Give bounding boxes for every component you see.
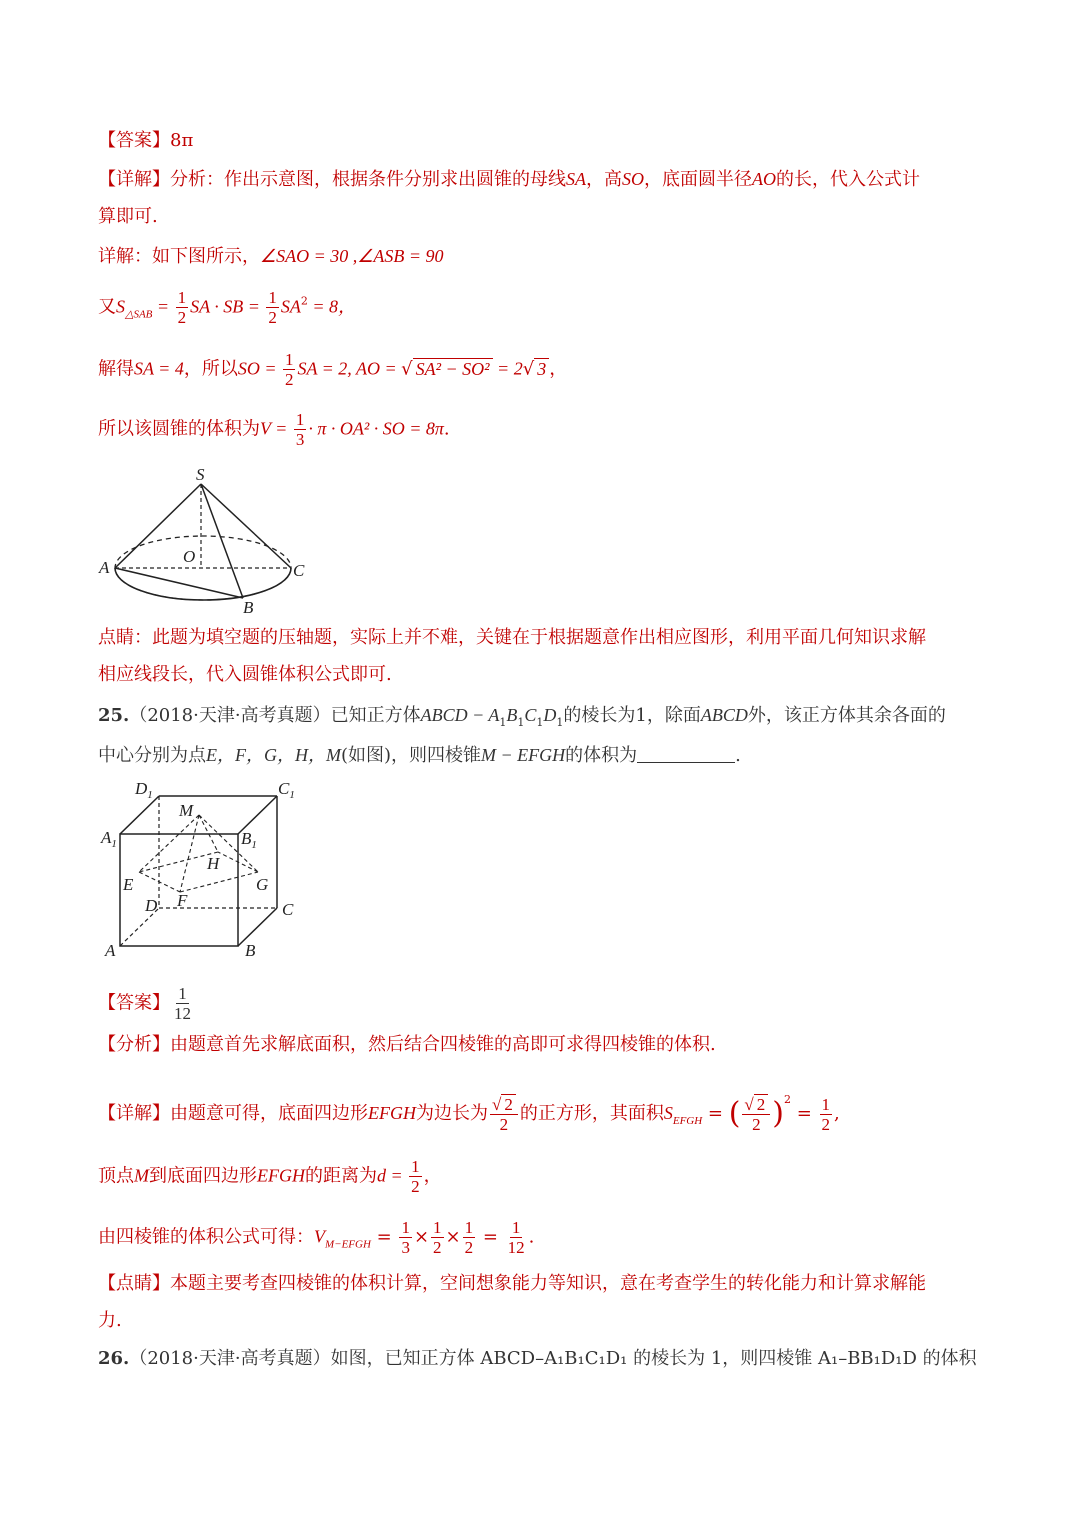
- answer-value: 8π: [170, 130, 194, 151]
- volume-prefix: 所以该圆锥的体积为: [98, 418, 260, 440]
- math-eq: =: [152, 296, 174, 317]
- edge-sb: [201, 484, 243, 598]
- math-solve-mid: SA = 2, AO =: [297, 358, 402, 379]
- detail-text: 详解：如下图所示，: [98, 246, 260, 267]
- math-efgh: EFGH: [257, 1165, 305, 1186]
- math-sub: △SAB: [125, 308, 153, 321]
- detail-text: 由四棱锥的体积公式可得：: [98, 1226, 314, 1248]
- math-sup: 2: [783, 1093, 791, 1106]
- math-m: M: [134, 1165, 149, 1186]
- math-efgh: EFGH: [368, 1103, 416, 1123]
- fraction-half: [431, 1218, 444, 1257]
- math-mid: SA · SB =: [190, 296, 265, 317]
- frac-den: 2: [821, 1114, 831, 1134]
- label-a1: $A_1$: [101, 828, 117, 850]
- fraction-half: [463, 1218, 476, 1257]
- frac-den: 2: [284, 370, 294, 389]
- fraction-sqrt2-over-2: [490, 1095, 518, 1134]
- detail-text: 顶点: [98, 1165, 134, 1187]
- math-eq: =: [370, 1226, 398, 1248]
- frac-den: 2: [177, 308, 187, 327]
- analysis-line-2: 算即可.: [98, 206, 158, 227]
- sub-1: 1: [556, 716, 564, 729]
- period: .: [528, 1226, 535, 1248]
- remark-line-2: 相应线段长，代入圆锥体积公式即可.: [98, 664, 392, 685]
- sqrt-radicand: 2: [501, 1094, 516, 1114]
- frac-den: 2: [499, 1114, 509, 1134]
- detail-label: 【详解】: [98, 169, 170, 190]
- detail-analysis-line: [98, 168, 920, 191]
- detail-line-1: [98, 245, 444, 268]
- frac-num: 1: [284, 350, 294, 369]
- frac-num: 1: [268, 288, 277, 307]
- analysis-text: 的长，代入公式计: [776, 169, 920, 190]
- edge-sc: [201, 484, 291, 568]
- solve-line: [98, 350, 567, 389]
- stem-text: 已知正方体: [330, 705, 421, 726]
- q25-answer-line: [98, 984, 195, 1023]
- remark-line: 点睛：此题为填空题的压轴题，实际上并不难，关键在于根据题意作出相应图形，利用平面几何知识求解: [98, 627, 926, 648]
- stem-text: 的体积为: [565, 745, 638, 766]
- math-d: d =: [377, 1165, 408, 1186]
- frac-num: 1: [411, 1157, 420, 1176]
- times: ×: [413, 1226, 430, 1248]
- label-h: H: [207, 854, 220, 873]
- frac-den: 2: [411, 1177, 420, 1196]
- frac-den: 3: [295, 430, 305, 449]
- math-solve-sa: SA = 4: [134, 358, 184, 379]
- pyramid-edges: [139, 815, 258, 892]
- analysis-text: 分析：作出示意图，根据条件分别求出圆锥的母线: [170, 169, 566, 190]
- math-so: SO: [622, 169, 644, 189]
- frac-den: 2: [752, 1114, 761, 1134]
- math-sub: M−EFGH: [325, 1238, 371, 1251]
- label-f: F: [177, 891, 188, 910]
- math-b: B: [506, 705, 518, 725]
- math-sa: SA: [566, 169, 586, 189]
- answer-label: 【答案】: [98, 992, 170, 1014]
- sqrt-symbol: √: [401, 358, 413, 380]
- edge-a1d1: [120, 796, 159, 834]
- label-o: O: [183, 547, 196, 566]
- question-source: （2018·天津·高考真题）: [129, 1348, 331, 1369]
- frac-num: 1: [178, 984, 187, 1003]
- comma: ，: [549, 358, 568, 380]
- sub-1: 1: [499, 716, 507, 729]
- remark-text: 本题主要考查四棱锥的体积计算，空间想象能力等知识，意在考查学生的转化能力和计算求解能: [170, 1273, 926, 1294]
- fraction-half: [820, 1095, 833, 1134]
- math-end: = 8，: [307, 296, 357, 317]
- fraction-third: [399, 1218, 412, 1257]
- q25-stem-line-2: [98, 744, 741, 767]
- detail-text: 的距离为: [305, 1165, 377, 1187]
- q25-stem-line: [98, 704, 946, 734]
- q25-remark-line: [98, 1273, 926, 1295]
- area-line: [98, 288, 356, 327]
- math-ao: AO: [752, 169, 776, 189]
- angle-expression: ∠SAO = 30 ,∠ASB = 90: [260, 246, 444, 266]
- frac-num: 1: [401, 1218, 410, 1237]
- sub-1: 1: [517, 716, 525, 729]
- period: .: [443, 418, 450, 440]
- cone-figure: [95, 462, 325, 617]
- answer-line: [98, 130, 193, 152]
- label-b1: $B_1$: [241, 829, 257, 851]
- math-c: C: [524, 705, 537, 725]
- math-points: E，F，G，H，M: [206, 745, 341, 765]
- fraction-half: [409, 1157, 422, 1196]
- sqrt-radicand: 2: [754, 1094, 769, 1114]
- fraction-half: [266, 288, 279, 327]
- comma: ,: [834, 1103, 840, 1124]
- label-s: S: [196, 465, 205, 484]
- label-c1: $C_1$: [278, 779, 295, 801]
- detail-text: 为边长为: [416, 1103, 488, 1124]
- q25-height-line: [98, 1157, 442, 1196]
- math-eq: =: [790, 1103, 818, 1124]
- label-a: A: [105, 941, 116, 960]
- frac-den: 12: [507, 1238, 525, 1257]
- math-v: V: [314, 1226, 325, 1247]
- analysis-label: 【分析】: [98, 1034, 170, 1055]
- edge-bc: [238, 908, 277, 946]
- label-d1: $D_1$: [135, 779, 153, 801]
- right-paren: ): [772, 1096, 784, 1131]
- frac-den: 2: [268, 308, 277, 327]
- frac-num: √ 2: [742, 1095, 770, 1115]
- label-g: G: [256, 875, 269, 894]
- answer-blank: [637, 746, 735, 763]
- answer-label: 【答案】: [98, 130, 170, 151]
- math-eq: =: [477, 1226, 504, 1248]
- math-d: D: [543, 705, 557, 725]
- fraction-sqrt2-over-2: [742, 1095, 770, 1134]
- math-sub: EFGH: [672, 1115, 703, 1127]
- math-sa: SA: [280, 296, 301, 317]
- math-sup: 2: [300, 294, 308, 308]
- math-s: S: [116, 296, 125, 317]
- question-number: 26.: [98, 1348, 130, 1369]
- math-abcd: ABCD: [700, 705, 748, 725]
- fraction-third: [294, 410, 307, 449]
- label-c: C: [282, 900, 294, 919]
- math-so: SO =: [237, 358, 281, 379]
- sqrt-symbol: √: [522, 358, 535, 380]
- times: ×: [445, 1226, 461, 1248]
- label-c: C: [293, 561, 305, 580]
- remark-label: 【点睛】: [98, 1273, 170, 1294]
- cone-base-front: [115, 568, 291, 600]
- math-s: S: [663, 1103, 673, 1123]
- stem-text: ，除面: [646, 705, 701, 726]
- edge-length: 1: [635, 705, 647, 726]
- frac-den: 3: [401, 1238, 410, 1257]
- question-source: （2018·天津·高考真题）: [129, 705, 331, 726]
- detail-text: 的正方形，其面积: [519, 1103, 664, 1124]
- math-root: SA² − SO²: [413, 358, 493, 379]
- sub-1: 1: [536, 716, 544, 729]
- detail-label: 【详解】: [98, 1103, 170, 1124]
- solve-prefix: 解得: [98, 358, 134, 380]
- frac-num: 1: [821, 1094, 831, 1114]
- period: .: [735, 745, 741, 766]
- frac-num: 1: [177, 288, 187, 307]
- frac-num: 1: [464, 1218, 474, 1237]
- left-paren: (: [728, 1096, 741, 1131]
- q25-volume-line: [98, 1218, 534, 1257]
- stem-text: 的棱长为: [563, 705, 636, 726]
- math-volume: · π · OA² · SO = 8π: [308, 418, 444, 439]
- frac-num: 1: [511, 1218, 521, 1237]
- answer-fraction: [172, 984, 193, 1023]
- math-pyramid: M − EFGH: [481, 745, 566, 765]
- analysis-text: ，高: [586, 169, 622, 190]
- label-a: A: [99, 558, 110, 577]
- frac-den: 12: [174, 1004, 191, 1023]
- solve-mid: ，所以: [183, 358, 238, 380]
- label-m: M: [179, 801, 194, 820]
- comma: ，: [423, 1165, 442, 1187]
- question-number: 25.: [98, 705, 130, 726]
- analysis-text: ，底面圆半径: [644, 169, 752, 190]
- math-root3: 3: [534, 358, 549, 379]
- label-e: E: [123, 875, 134, 894]
- frac-num: 1: [433, 1218, 442, 1237]
- stem-text: 外，该正方体其余各面的: [747, 705, 946, 726]
- area-prefix: 又: [98, 296, 116, 318]
- q25-remark-line-2: 力.: [98, 1310, 122, 1331]
- fraction-half: [176, 288, 189, 327]
- detail-text: 到底面四边形: [149, 1165, 257, 1187]
- label-b: B: [245, 941, 256, 960]
- stem-text: 如图，已知正方体 ABCD–A₁B₁C₁D₁ 的棱长为 1，则四棱锥 A₁–BB₁D₁D 的体积: [330, 1348, 977, 1369]
- frac-den: 2: [464, 1238, 474, 1257]
- volume-line: [98, 410, 450, 449]
- frac-num: 1: [295, 410, 305, 429]
- analysis-text: 由题意首先求解底面积，然后结合四棱锥的高即可求得四棱锥的体积.: [170, 1034, 716, 1055]
- cube-figure: [95, 772, 310, 964]
- frac-den: 2: [433, 1238, 442, 1257]
- q25-analysis-line: [98, 1034, 716, 1056]
- math-eq: =: [702, 1103, 729, 1124]
- fraction-half: [283, 350, 296, 389]
- stem-text: 中心分别为点: [98, 745, 206, 766]
- detail-text: 由题意可得，底面四边形: [170, 1103, 368, 1124]
- math-end: = 2: [492, 358, 523, 379]
- chord-ab: [115, 568, 243, 598]
- math-v: V =: [260, 418, 292, 439]
- q26-stem-line: [98, 1348, 977, 1370]
- label-b: B: [243, 598, 254, 617]
- fraction-twelfth: [506, 1218, 527, 1257]
- label-d: D: [145, 896, 158, 915]
- math-cube: ABCD − A: [420, 705, 500, 725]
- frac-num: √ 2: [490, 1095, 518, 1115]
- q25-detail-line: [98, 1089, 840, 1134]
- stem-text: (如图)，则四棱锥: [340, 745, 482, 766]
